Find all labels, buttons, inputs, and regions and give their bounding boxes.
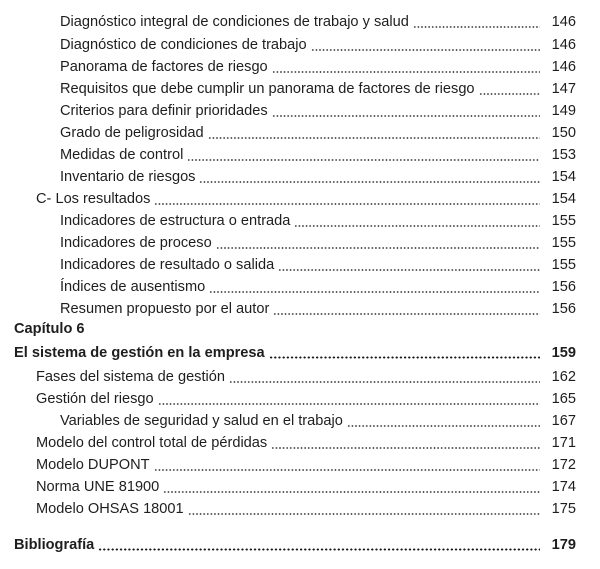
toc-entry xyxy=(0,210,600,232)
dot-leader xyxy=(311,49,540,51)
toc-entry xyxy=(0,498,600,520)
toc-entry-label: Requisitos que debe cumplir un panorama de factores de riesgo xyxy=(60,81,475,97)
toc-entry xyxy=(0,388,600,410)
toc-entry-page: 146 xyxy=(551,14,576,30)
toc-entry-page: 154 xyxy=(551,191,576,207)
dot-leader xyxy=(98,548,539,551)
toc-entry-page: 175 xyxy=(551,501,576,517)
toc-entry-page: 146 xyxy=(551,37,576,53)
toc-entry-page: 154 xyxy=(551,169,576,185)
toc-entry-page: 162 xyxy=(551,369,576,385)
dot-leader xyxy=(154,469,540,471)
toc-entry-label: Indicadores de resultado o salida xyxy=(60,257,275,273)
dot-leader xyxy=(154,203,539,205)
toc-entry-label: Medidas de control xyxy=(60,147,184,163)
dot-leader xyxy=(199,181,539,183)
toc-entry-label: Modelo DUPONT xyxy=(36,457,150,473)
toc-entry-label: Fases del sistema de gestión xyxy=(36,369,226,385)
dot-leader xyxy=(163,491,539,493)
toc-entry-page: 149 xyxy=(551,103,576,119)
dot-leader xyxy=(187,159,539,161)
dot-leader xyxy=(294,225,539,227)
dot-leader xyxy=(272,115,540,117)
toc-entry-page: 165 xyxy=(551,391,576,407)
chapter-page: 159 xyxy=(551,345,576,361)
toc-entry xyxy=(0,122,600,144)
toc-entry-label: Norma UNE 81900 xyxy=(36,479,160,495)
dot-leader xyxy=(188,513,540,515)
toc-entry-label: Resumen propuesto por el autor xyxy=(60,301,270,317)
toc-entry xyxy=(0,454,600,476)
toc-entry-page: 156 xyxy=(551,279,576,295)
dot-leader xyxy=(229,381,540,383)
bibliography-page: 179 xyxy=(551,537,576,553)
toc-entry-page: 146 xyxy=(551,59,576,75)
toc-entry-page: 171 xyxy=(551,435,576,451)
toc-entry xyxy=(0,34,600,56)
toc-entry-page: 147 xyxy=(551,81,576,97)
toc-entry-label: Criterios para definir prioridades xyxy=(60,103,268,119)
dot-leader xyxy=(413,26,540,28)
toc-entry-label: Indicadores de proceso xyxy=(60,235,212,251)
dot-leader xyxy=(272,71,540,73)
toc-entry-label: Variables de seguridad y salud en el trabajo xyxy=(60,413,343,429)
toc-entry-page: 167 xyxy=(551,413,576,429)
toc-entry xyxy=(0,254,600,276)
dot-leader xyxy=(209,291,539,293)
toc-entry xyxy=(0,188,600,210)
dot-leader xyxy=(208,137,540,139)
toc-entry xyxy=(0,410,600,432)
toc-entry-page: 155 xyxy=(551,213,576,229)
toc-entry-label: Modelo OHSAS 18001 xyxy=(36,501,184,517)
toc-entry xyxy=(0,476,600,498)
toc-entry-label: Inventario de riesgos xyxy=(60,169,196,185)
dot-leader xyxy=(347,425,540,427)
toc-entry-page: 155 xyxy=(551,235,576,251)
toc-entry xyxy=(0,144,600,166)
toc-entry-label: Modelo del control total de pérdidas xyxy=(36,435,268,451)
toc-entry xyxy=(0,100,600,122)
toc-entry xyxy=(0,298,600,320)
toc-entry-page: 172 xyxy=(551,457,576,473)
toc-entry xyxy=(0,432,600,454)
toc-entry-label: Grado de peligrosidad xyxy=(60,125,204,141)
toc-entry xyxy=(0,276,600,298)
bibliography-entry xyxy=(0,534,600,556)
toc-entry-label: Panorama de factores de riesgo xyxy=(60,59,268,75)
toc-entry-label: Indicadores de estructura o entrada xyxy=(60,213,291,229)
toc-entry-label: Diagnóstico de condiciones de trabajo xyxy=(60,37,307,53)
dot-leader xyxy=(278,269,539,271)
toc-entry-label: Gestión del riesgo xyxy=(36,391,154,407)
dot-leader xyxy=(269,356,540,359)
chapter-title: El sistema de gestión en la empresa xyxy=(14,345,265,361)
bibliography-label: Bibliografía xyxy=(14,537,95,553)
toc-entry-page: 156 xyxy=(551,301,576,317)
dot-leader xyxy=(271,447,539,449)
toc-entry-page: 153 xyxy=(551,147,576,163)
toc-entry xyxy=(0,11,600,33)
toc-entry xyxy=(0,166,600,188)
chapter-title-entry xyxy=(0,342,600,364)
dot-leader xyxy=(216,247,540,249)
dot-leader xyxy=(158,403,540,405)
toc-entry-label: C- Los resultados xyxy=(36,191,151,207)
dot-leader xyxy=(479,93,540,95)
toc-entry xyxy=(0,232,600,254)
toc-entry-label: Índices de ausentismo xyxy=(60,279,206,295)
toc-entry-label: Diagnóstico integral de condiciones de trabajo y salud xyxy=(60,14,409,30)
toc-entry-page: 155 xyxy=(551,257,576,273)
chapter-label: Capítulo 6 xyxy=(14,321,85,337)
toc-entry xyxy=(0,56,600,78)
dot-leader xyxy=(273,313,539,315)
toc-entry xyxy=(0,366,600,388)
toc-entry-page: 174 xyxy=(551,479,576,495)
toc-entry xyxy=(0,78,600,100)
toc-entry-page: 150 xyxy=(551,125,576,141)
